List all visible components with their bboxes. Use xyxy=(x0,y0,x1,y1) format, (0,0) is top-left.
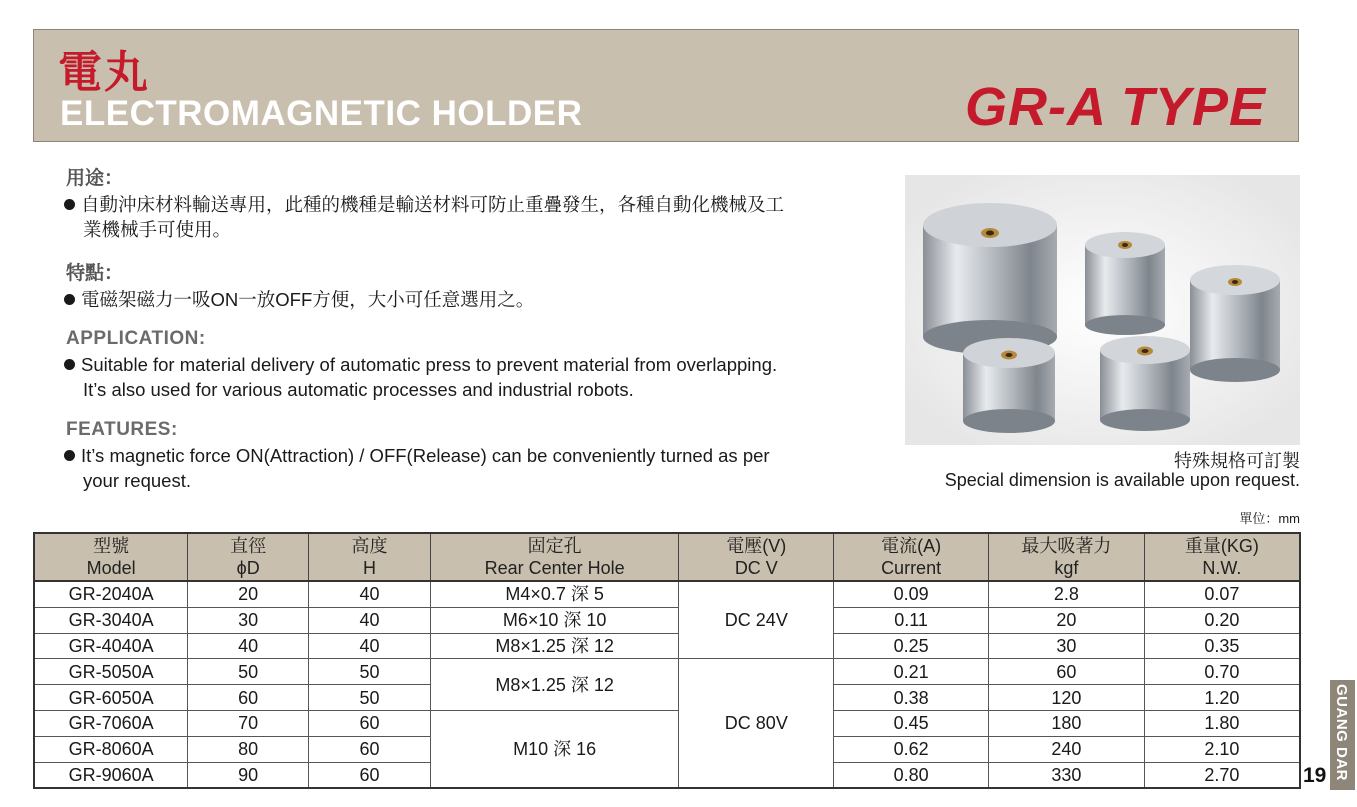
bullet-icon xyxy=(64,199,75,210)
cell-voltage: DC 24V xyxy=(679,581,834,659)
cell-diameter: 60 xyxy=(188,685,309,711)
cell-diameter: 90 xyxy=(188,762,309,788)
bullet-icon xyxy=(64,359,75,370)
table-row xyxy=(34,710,1300,736)
side-tab-label: GUANG DAR xyxy=(1333,684,1350,781)
magnet-front-left xyxy=(963,338,1055,433)
cell-current: 0.21 xyxy=(834,659,989,685)
cell-current: 0.11 xyxy=(834,607,989,633)
application-line2: It’s also used for various automatic processes and industrial robots. xyxy=(83,379,634,400)
header-height: 高度 H xyxy=(309,533,431,581)
cell-current: 0.38 xyxy=(834,685,989,711)
features-line2: your request. xyxy=(83,470,191,491)
application-line1: Suitable for material delivery of automatic press to prevent material from overlapping. xyxy=(64,352,777,377)
cell-current: 0.45 xyxy=(834,710,989,736)
cell-diameter: 80 xyxy=(188,736,309,762)
usage-cn-heading: 用途： xyxy=(66,168,124,189)
cell-current: 0.62 xyxy=(834,736,989,762)
cell-weight: 2.10 xyxy=(1144,736,1300,762)
bullet-icon xyxy=(64,294,75,305)
table-row xyxy=(34,633,1300,659)
cell-diameter: 30 xyxy=(188,607,309,633)
header-voltage: 電壓(V) DC V xyxy=(679,533,834,581)
cell-diameter: 40 xyxy=(188,633,309,659)
feature-cn-line1: 電磁架磁力一吸ON一放OFF方便，大小可任意選用之。 xyxy=(64,287,534,312)
table-row xyxy=(34,581,1300,607)
feature-cn-heading: 特點： xyxy=(66,263,124,284)
cell-diameter: 70 xyxy=(188,710,309,736)
cell-height: 50 xyxy=(309,659,431,685)
title-en: ELECTROMAGNETIC HOLDER xyxy=(60,94,583,133)
photo-caption-cn: 特殊規格可訂製 xyxy=(1174,451,1300,471)
cell-model: GR-2040A xyxy=(34,581,188,607)
cell-model: GR-6050A xyxy=(34,685,188,711)
cell-height: 40 xyxy=(309,607,431,633)
cell-height: 60 xyxy=(309,736,431,762)
cell-model: GR-7060A xyxy=(34,710,188,736)
photo-caption-en: Special dimension is available upon request. xyxy=(944,470,1300,490)
cell-hole: M6×10 深 10 xyxy=(430,607,679,633)
cell-weight: 0.35 xyxy=(1144,633,1300,659)
cell-force: 330 xyxy=(988,762,1144,788)
table-header-row xyxy=(34,533,1300,581)
spec-table xyxy=(33,532,1301,789)
table-row xyxy=(34,607,1300,633)
side-tab xyxy=(1330,680,1355,790)
cell-weight: 0.20 xyxy=(1144,607,1300,633)
cell-height: 60 xyxy=(309,710,431,736)
cell-force: 180 xyxy=(988,710,1144,736)
cell-weight: 1.80 xyxy=(1144,710,1300,736)
magnet-large xyxy=(923,203,1057,354)
cell-current: 0.25 xyxy=(834,633,989,659)
magnet-right xyxy=(1190,265,1280,382)
cell-current: 0.09 xyxy=(834,581,989,607)
cell-model: GR-8060A xyxy=(34,736,188,762)
cell-force: 20 xyxy=(988,607,1144,633)
cell-current: 0.80 xyxy=(834,762,989,788)
features-line1: It’s magnetic force ON(Attraction) / OFF(Release) can be conveniently turned as per xyxy=(64,443,770,468)
table-row xyxy=(34,659,1300,685)
usage-cn-line1: 自動沖床材料輸送專用，此種的機種是輸送材料可防止重疊發生，各種自動化機械及工 xyxy=(64,192,784,217)
magnet-medium xyxy=(1085,232,1165,335)
cell-weight: 2.70 xyxy=(1144,762,1300,788)
header-weight: 重量(KG) N.W. xyxy=(1144,533,1300,581)
cell-weight: 0.07 xyxy=(1144,581,1300,607)
header-current: 電流(A) Current xyxy=(834,533,989,581)
magnet-front-middle xyxy=(1100,336,1190,431)
header-force: 最大吸著力 kgf xyxy=(988,533,1144,581)
cell-force: 240 xyxy=(988,736,1144,762)
application-heading: APPLICATION: xyxy=(66,328,206,349)
bullet-icon xyxy=(64,450,75,461)
cell-model: GR-9060A xyxy=(34,762,188,788)
features-heading: FEATURES: xyxy=(66,419,178,440)
cell-weight: 1.20 xyxy=(1144,685,1300,711)
cell-diameter: 20 xyxy=(188,581,309,607)
cell-hole: M4×0.7 深 5 xyxy=(430,581,679,607)
cell-model: GR-4040A xyxy=(34,633,188,659)
cell-weight: 0.70 xyxy=(1144,659,1300,685)
header-hole: 固定孔 Rear Center Hole xyxy=(430,533,679,581)
page-number: 19 xyxy=(1303,764,1327,787)
header-band xyxy=(33,29,1299,142)
cell-force: 120 xyxy=(988,685,1144,711)
cell-force: 2.8 xyxy=(988,581,1144,607)
header-diameter: 直徑 ϕD xyxy=(188,533,309,581)
title-cn: 電丸 xyxy=(58,47,150,98)
header-model: 型號 Model xyxy=(34,533,188,581)
unit-label: 單位：mm xyxy=(1239,511,1300,526)
cell-hole: M8×1.25 深 12 xyxy=(430,659,679,711)
cell-hole: M10 深 16 xyxy=(430,710,679,788)
cell-model: GR-3040A xyxy=(34,607,188,633)
cell-force: 30 xyxy=(988,633,1144,659)
cell-height: 40 xyxy=(309,581,431,607)
cell-height: 50 xyxy=(309,685,431,711)
cell-height: 40 xyxy=(309,633,431,659)
cell-force: 60 xyxy=(988,659,1144,685)
cell-voltage: DC 80V xyxy=(679,659,834,788)
cell-hole: M8×1.25 深 12 xyxy=(430,633,679,659)
cell-model: GR-5050A xyxy=(34,659,188,685)
usage-cn-line2: 業機械手可使用。 xyxy=(83,219,232,240)
cell-height: 60 xyxy=(309,762,431,788)
product-photo xyxy=(905,175,1300,445)
type-label: GR-A TYPE xyxy=(964,77,1266,137)
cell-diameter: 50 xyxy=(188,659,309,685)
